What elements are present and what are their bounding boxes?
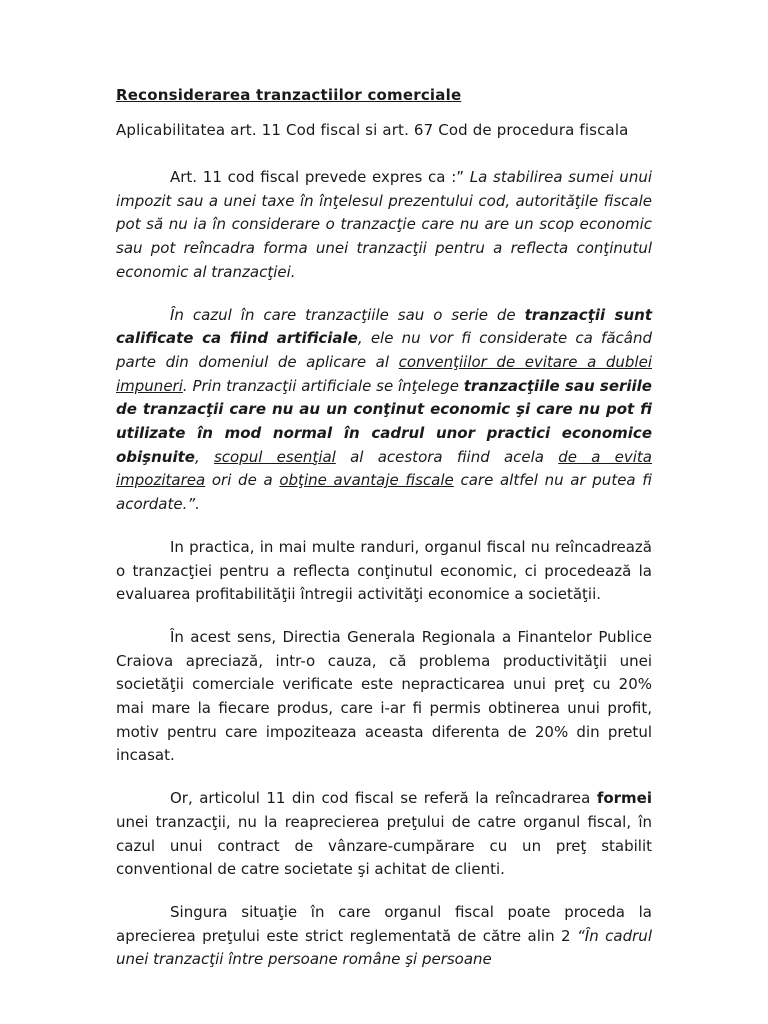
text-run: , (194, 447, 214, 466)
quoted-text: La stabilirea sumei unui impozit sau a unei taxe în înţelesul prezentului cod, autorităţile fiscale pot să nu ia în considerare o tranzacţie care nu are un scop economic sau pot reîncadra forma unei tranzacţii pentru a reflecta conţinutul economic al tranzacţiei. (116, 168, 652, 281)
paragraph-craiova-case: În acest sens, Directia Generala Regionala a Finantelor Publice Craiova apreciază, intr-o cauza, că problema productivităţii unei societăţii comerciale verificate este nepracticarea unui preţ cu 20% mai mare la fiecare produs, care i-ar fi permis obtinerea unui profit, motiv pentru care impoziteaza aceasta diferenta de 20% din pretul incasat. (116, 627, 652, 765)
text-run: ori de a (205, 471, 280, 490)
document-title: Reconsiderarea tranzactiilor comerciale (116, 86, 462, 104)
quoted-text: “În cadrul unei tranzacţii între persoane române şi persoane (116, 926, 652, 969)
paragraph-alin-2 (116, 901, 652, 972)
bold-text: formei (596, 789, 652, 808)
text-run: al acestora fiind acela (335, 447, 559, 466)
underlined-text: scopul esenţial (213, 447, 336, 466)
underlined-text: de a evita impozitarea (116, 447, 653, 490)
bold-text: tranzacţiile sau seriile de tranzacţii care nu au un conţinut economic şi care nu pot fi utilizate în mod normal în cadrul unor practici economice obişnuite (116, 376, 652, 466)
underlined-text: obţine avantaje fiscale (279, 471, 454, 490)
bold-text: tranzacţii sunt calificate ca fiind artificiale (116, 305, 652, 348)
text-run: , ele nu vor fi considerate ca făcând parte din domeniul de aplicare al (116, 329, 652, 371)
paragraph-practice: In practica, in mai multe randuri, organul fiscal nu reîncadrează o tranzacţiei pentru a reflecta conţinutul economic, ci procedează la evaluarea profitabilităţii întregii activităţi economice a societăţii. (116, 537, 652, 604)
paragraph-art11-quote (116, 166, 652, 285)
text-run: În cazul în care tranzacţiile sau o serie de (170, 305, 525, 324)
text-run: unei tranzacţii, nu la reaprecierea preţului de catre organul fiscal, în cazul unui contract de vânzare-cumpărare cu un preţ stabilit conventional de catre societate şi achitat de clienti. (116, 812, 652, 879)
text-run: Or, articolul 11 din cod fiscal se referă la reîncadrarea (170, 789, 597, 808)
paragraph-article-11-form (116, 787, 652, 882)
underlined-text: convenţiilor de evitare a dublei impuneri (116, 352, 652, 395)
paragraph-lead-text: Art. 11 cod fiscal prevede expres ca :” (170, 168, 470, 186)
text-run: . Prin tranzacţii artificiale se înţelege (182, 376, 464, 395)
text-run: Singura situaţie în care organul fiscal poate proceda la aprecierea preţului este strict reglementată de către alin 2 (116, 902, 652, 945)
text-run: care altfel nu ar putea fi acordate.”. (116, 471, 652, 514)
document-body (116, 166, 652, 972)
paragraph-artificial-transactions (116, 304, 652, 517)
document-subtitle: Aplicabilitatea art. 11 Cod fiscal si art. 67 Cod de procedura fiscala (116, 121, 629, 139)
